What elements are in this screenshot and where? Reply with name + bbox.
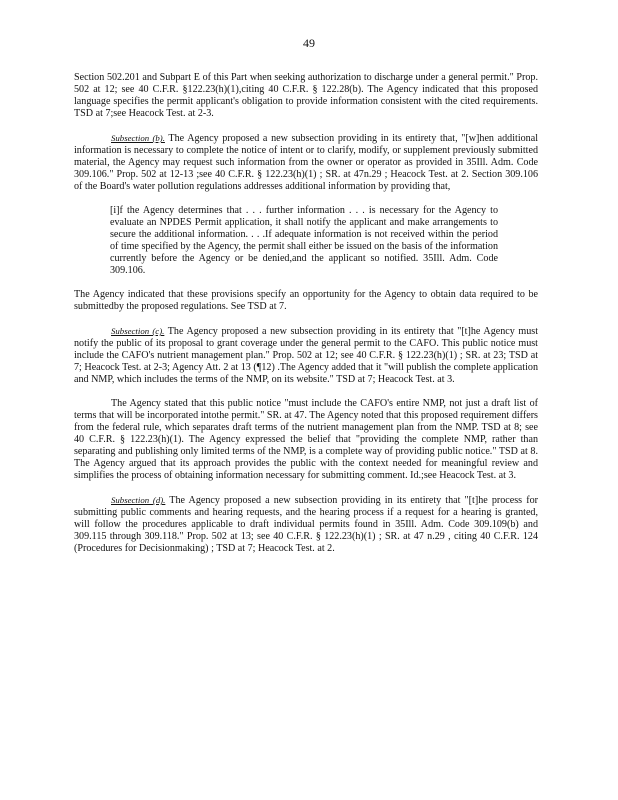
paragraph	[74, 398, 538, 482]
page-number: 49	[303, 36, 315, 50]
paragraph-text: The Agency proposed a new subsection providing in its entirety that "[t]he Agency must notify the public of its proposal to grant coverage under the general permit to the CAFO. This public notice must include the CAFO's nutrient management plan." Prop. 502 at 12; see 40 C.F.R. § 122.23(h)(1) ; SR. at 23; TSD at 7; Heacock Test. at 2-3; Agency Att. 2 at 13 (¶12) .The Agency added that it "will publish the complete application and NMP, which includes the terms of the NMP, on its website." TSD at 7; Heacock Test. at 3.	[74, 326, 539, 385]
block-quote: [i]f the Agency determines that . . . further information . . . is necessary for the Agency to evaluate an NPDES Permit application, it shall notify the applicant and make arrangements to secure the additional information. . . .If adequate information is not received within the period of time specified by the Agency, the permit shall either be issued on the basis of the information currently before the Agency or be denied,and the applicant so notified. 35Ill. Adm. Code 309.106.	[110, 205, 498, 276]
paragraph-text: The Agency stated that this public notice "must include the CAFO's entire NMP, not just a draft list of terms that will be incorporated intothe permit." SR. at 47. The Agency noted that this proposed requirement differs from the federal rule, which separates draft terms of the nutrient management plan from the NMP. TSD at 8; see 40 C.F.R. § 122.23(h)(1). The Agency expressed the belief that "providing the complete NMP, rather than separating and publishing only limited terms of the NMP, is a complete way of providing public notice." TSD at 8. The Agency argued that its approach provides the public with the context needed for meaningful review and simplifies the process of obtaining information necessary for submitting comment. Id.;see Heacock Test. at 3.	[74, 398, 538, 481]
subsection-heading: Subsection (c).	[111, 326, 165, 336]
paragraph	[74, 494, 538, 555]
paragraph: The Agency indicated that these provisions specify an opportunity for the Agency to obtain data required to be submittedby the proposed regulations. See TSD at 7.	[74, 289, 538, 312]
subsection-heading: Subsection (d).	[111, 495, 166, 505]
paragraph: Section 502.201 and Subpart E of this Part when seeking authorization to discharge under a general permit." Prop. 502 at 12; see 40 C.F.R. §122.23(h)(1),citing 40 C.F.R. § 122.28(b). The Agency indicated that this proposed language specifies the permit applicant's obligation to provide information consistent with the cited requirements. TSD at 7;see Heacock Test. at 2-3.	[74, 72, 538, 119]
paragraph	[74, 325, 538, 386]
page-body	[74, 72, 538, 555]
paragraph-text: The Agency proposed a new subsection providing in its entirety that, "[w]hen additional information is necessary to complete the notice of intent or to clarify, modify, or supplement previously submitted material, the Agency may request such information from the owner or operator as provided in 35Ill. Adm. Code 309.106." Prop. 502 at 12-13 ;see 40 C.F.R. § 122.23(h)(1) ; SR. at 47n.29 ; Heacock Test. at 2. Section 309.106 of the Board's water pollution regulations addresses additional information by providing that,	[74, 133, 538, 192]
paragraph-text: The Agency proposed a new subsection providing in its entirety that "[t]he process for submitting public comments and hearing requests, and the hearing process if a request for a hearing is granted, will follow the procedures applicable to draft individual permits found in 35Ill. Adm. Code 309.109(b) and 309.115 through 309.118." Prop. 502 at 13; see 40 C.F.R. § 122.23(h)(1) ; SR. at 47 n.29 , citing 40 C.F.R. 124 (Procedures for Decisionmaking) ; TSD at 7; Heacock Test. at 2.	[74, 495, 538, 554]
subsection-heading: Subsection (b).	[111, 133, 165, 143]
paragraph	[74, 132, 538, 193]
